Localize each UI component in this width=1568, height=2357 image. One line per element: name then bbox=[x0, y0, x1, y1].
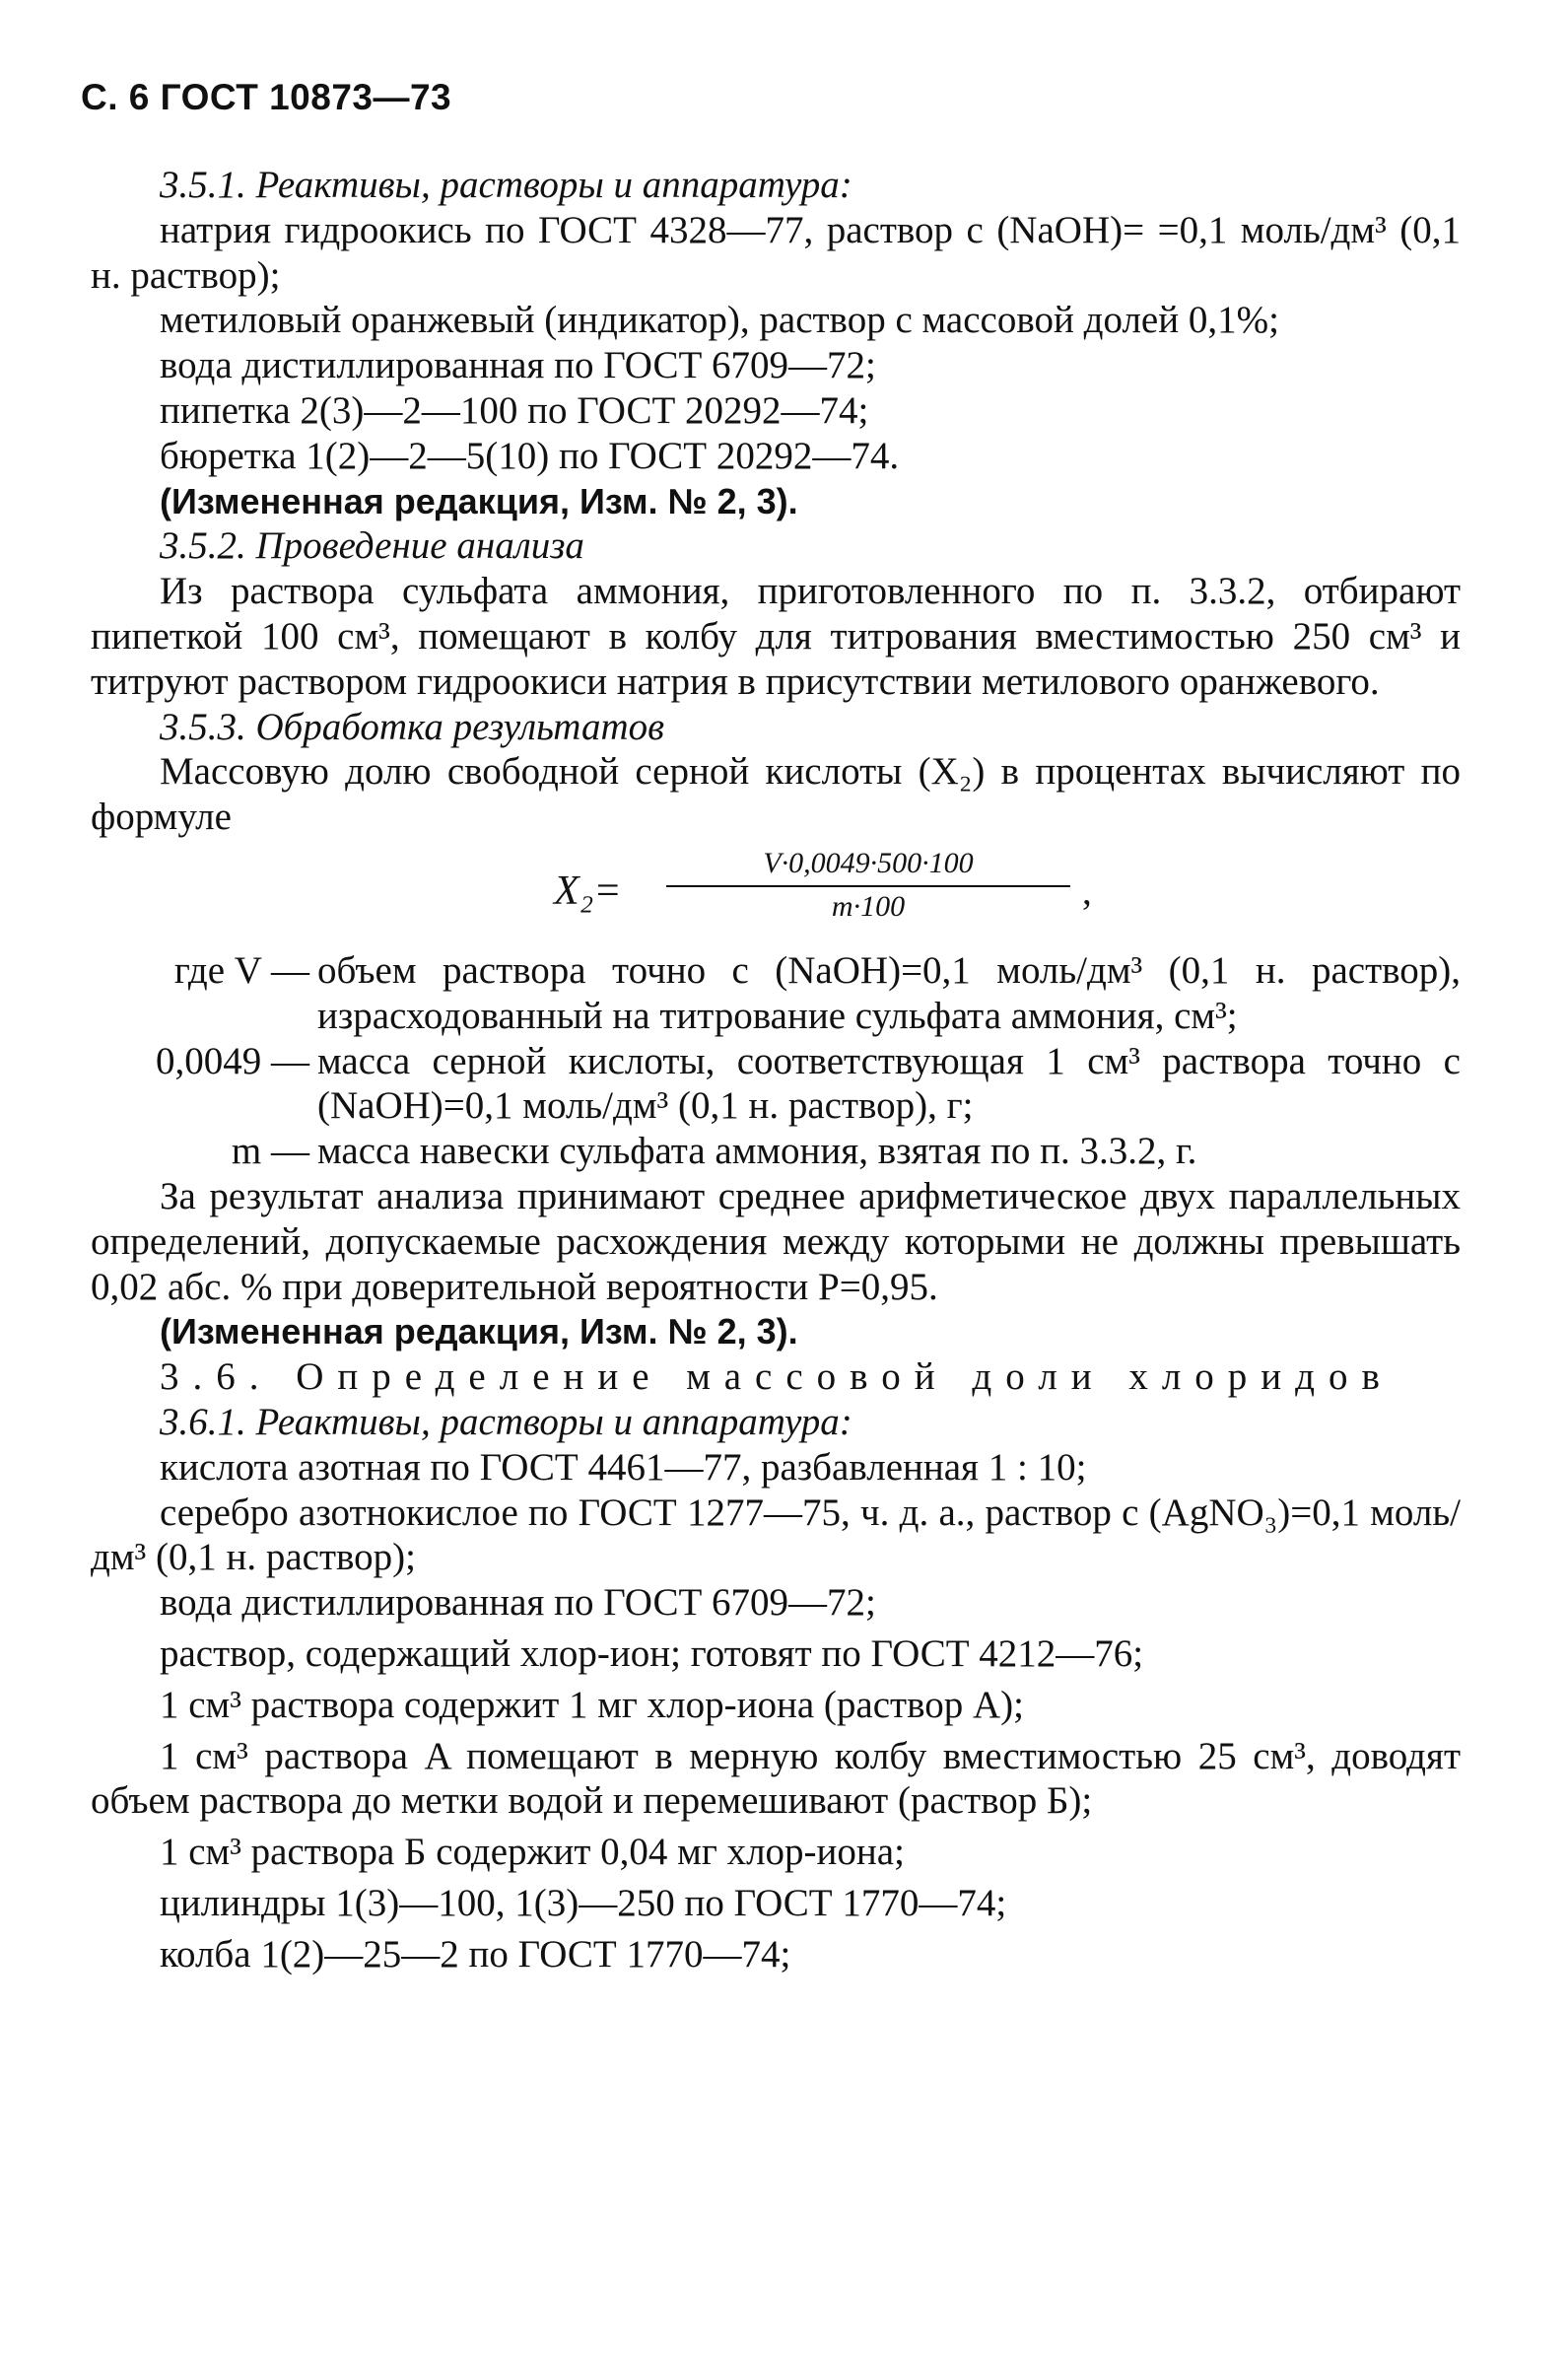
page-header: С. 6 ГОСТ 10873—73 bbox=[81, 77, 452, 117]
list-item: вода дистиллированная по ГОСТ 6709—72; bbox=[160, 344, 876, 387]
list-item: 1 см³ раствора Б содержит 0,04 мг хлор-иона; bbox=[160, 1831, 905, 1874]
variable-definitions bbox=[91, 948, 1461, 1174]
list-item: серебро азотнокислое по ГОСТ 1277—75, ч. д. а., раствор c (AgNO₃)=0,1 моль/дм³ (0,1 н. раствор); bbox=[91, 1490, 1461, 1579]
variable-definition: масса навески сульфата аммония, взятая по п. 3.3.2, г. bbox=[317, 1130, 1197, 1173]
formula-denominator: m·100 bbox=[831, 889, 906, 923]
variable-term: 0,0049 — bbox=[156, 1039, 309, 1082]
section-title-3-6: 3.6. Определение массовой доли хлоридов bbox=[160, 1355, 1394, 1399]
list-item: 1 см³ раствора A помещают в мерную колбу вместимостью 25 см³, доводят объем раствора до метки водой и перемешивают (раствор Б); bbox=[91, 1734, 1461, 1823]
list-item: колба 1(2)—25—2 по ГОСТ 1770—74; bbox=[160, 1932, 791, 1976]
formula bbox=[91, 844, 1461, 942]
formula-fraction bbox=[666, 844, 1070, 927]
section-title-3-5-1: 3.5.1. Реактивы, растворы и аппаратура: bbox=[160, 164, 852, 206]
list-item: пипетка 2(3)—2—100 по ГОСТ 20292—74; bbox=[160, 388, 869, 432]
section-title-3-5-3: 3.5.3. Обработка результатов bbox=[160, 705, 665, 748]
section-title-3-5-2: 3.5.2. Проведение анализа bbox=[160, 524, 584, 568]
variable-definition: объем раствора точно c (NaOH)=0,1 моль/дм³ (0,1 н. раствор), израсходованный на титрование сульфата аммония, см³; bbox=[317, 948, 1461, 1037]
variable-term: где V — bbox=[173, 948, 309, 992]
variable-definition: масса серной кислоты, соответствующая 1 см³ раствора точно c (NaOH)=0,1 моль/дм³ (0,1 н. раствор), г; bbox=[317, 1039, 1461, 1128]
paragraph: Массовую долю свободной серной кислоты (X₂) в процентах вычисляют по формуле bbox=[91, 750, 1461, 839]
list-item: вода дистиллированная по ГОСТ 6709—72; bbox=[160, 1581, 876, 1625]
list-item: кислота азотная по ГОСТ 4461—77, разбавленная 1 : 10; bbox=[160, 1445, 1087, 1489]
revision-note: (Измененная редакция, Изм. № 2, 3). bbox=[160, 480, 798, 521]
paragraph: За результат анализа принимают среднее арифметическое двух параллельных определений, допускаемые расхождения между которыми не должны превышать 0,02 абс. % при доверительной вероятности P=0,95. bbox=[91, 1174, 1461, 1308]
list-item: метиловый оранжевый (индикатор), раствор с массовой долей 0,1%; bbox=[160, 299, 1279, 342]
list-item: цилиндры 1(3)—100, 1(3)—250 по ГОСТ 1770—74; bbox=[160, 1881, 1007, 1924]
formula-comma: , bbox=[1082, 869, 1092, 913]
list-item: бюретка 1(2)—2—5(10) по ГОСТ 20292—74. bbox=[160, 434, 900, 477]
formula-numerator: V·0,0049·500·100 bbox=[666, 844, 1070, 887]
revision-note: (Измененная редакция, Изм. № 2, 3). bbox=[160, 1311, 798, 1352]
paragraph: Из раствора сульфата аммония, приготовленного по п. 3.3.2, отбирают пипеткой 100 см³, помещают в колбу для титрования вместимостью 250 см³ и титруют раствором гидроокиси натрия в присутствии метилового оранжевого. bbox=[91, 570, 1461, 703]
variable-term: m — bbox=[231, 1130, 309, 1173]
list-item: натрия гидроокись по ГОСТ 4328—77, раствор c (NaOH)= =0,1 моль/дм³ (0,1 н. раствор); bbox=[91, 208, 1461, 297]
formula-lhs: X₂= bbox=[554, 867, 622, 914]
list-item: раствор, содержащий хлор-ион; готовят по ГОСТ 4212—76; bbox=[160, 1631, 1144, 1675]
list-item: 1 см³ раствора содержит 1 мг хлор-иона (раствор A); bbox=[160, 1683, 1024, 1726]
page-content bbox=[91, 163, 1461, 1976]
section-title-3-6-1: 3.6.1. Реактивы, растворы и аппаратура: bbox=[160, 1400, 852, 1443]
